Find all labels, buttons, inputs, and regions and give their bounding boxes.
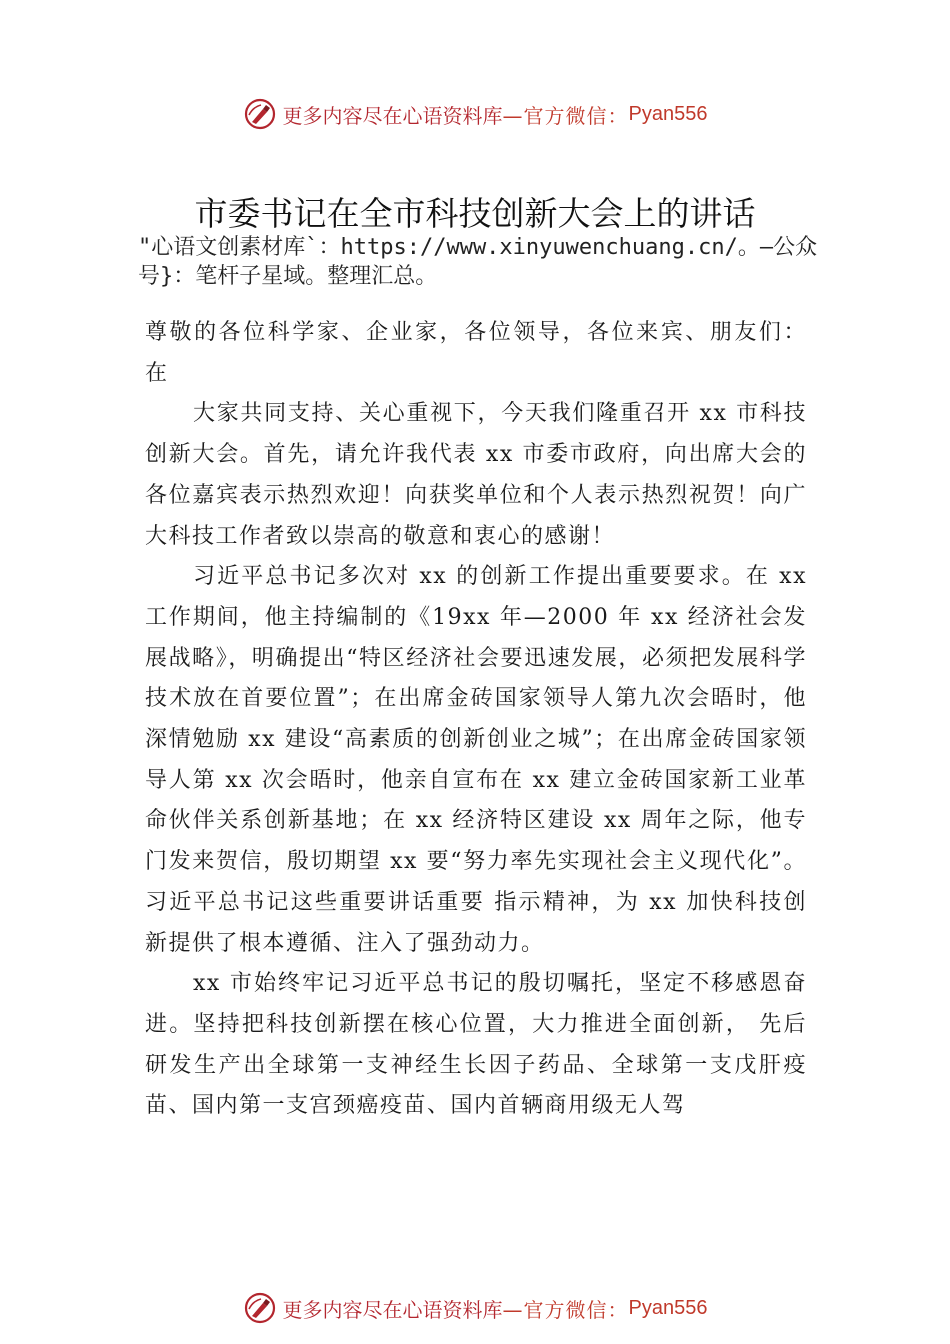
salutation: 尊敬的各位科学家、企业家，各位领导，各位来宾、朋友们： 在 (145, 320, 807, 386)
banner-subtitle: —官方微信： (502, 103, 629, 128)
banner-handle: Pyan556 (628, 1296, 708, 1319)
document-title: 市委书记在全市科技创新大会上的讲话 (194, 194, 756, 233)
paragraph: 大家共同支持、关心重视下，今天我们隆重召开 xx 市科技创新大会。首先，请允许我代表 xx 市委市政府，向出席大会的各位嘉宾表示热烈欢迎！向获奖单位和个人表示热烈祝贺！向广大科技工作者致以崇高的敬意和衷心的感谢！ (145, 401, 807, 549)
footer-banner (0, 1288, 950, 1328)
banner-handle: Pyan556 (628, 102, 708, 125)
banner-subtitle: —官方微信： (502, 1297, 629, 1322)
banner-title: 更多内容尽在心语资料库 (282, 103, 503, 128)
document-body (145, 313, 807, 1127)
header-banner (0, 94, 950, 134)
banner-title: 更多内容尽在心语资料库 (282, 1297, 503, 1322)
pen-nib-logo-icon (243, 1291, 277, 1325)
pen-nib-logo-icon (243, 97, 277, 131)
paragraph: 习近平总书记多次对 xx 的创新工作提出重要要求。在 xx 工作期间，他主持编制的《19xx 年—2000 年 xx 经济社会发展战略》，明确提出“特区经济社会要迅速发展，必须把发展科学技术放在首要位置”；在出席金砖国家领导人第九次会晤时，他深情勉励 xx 建设“高素质的创新创业之城”；在出席金砖国家领导人第 xx 次会晤时，他亲自宣布在 xx 建立金砖国家新工业革命伙伴关系创新基地；在 xx 经济特区建设 xx 周年之际，他专门发来贺信，殷切期望 xx 要“努力率先实现社会主义现代化”。习近平总书记这些重要讲话重要 指示精神，为 xx 加快科技创新提供了根本遵循、注入了强劲动力。 (145, 564, 807, 956)
source-line: "心语文创素材库`：https://www.xinyuwenchuang.cn/。—公众号}：笔杆子星域。整理汇总。 (138, 235, 818, 289)
paragraph: xx 市始终牢记习近平总书记的殷切嘱托，坚定不移感恩奋进。坚持把科技创新摆在核心位置，大力推进全面创新， 先后研发生产出全球第一支神经生长因子药品、全球第一支戊肝疫苗、国内第一支宫颈癌疫苗、国内首辆商用级无人驾 (145, 971, 807, 1119)
